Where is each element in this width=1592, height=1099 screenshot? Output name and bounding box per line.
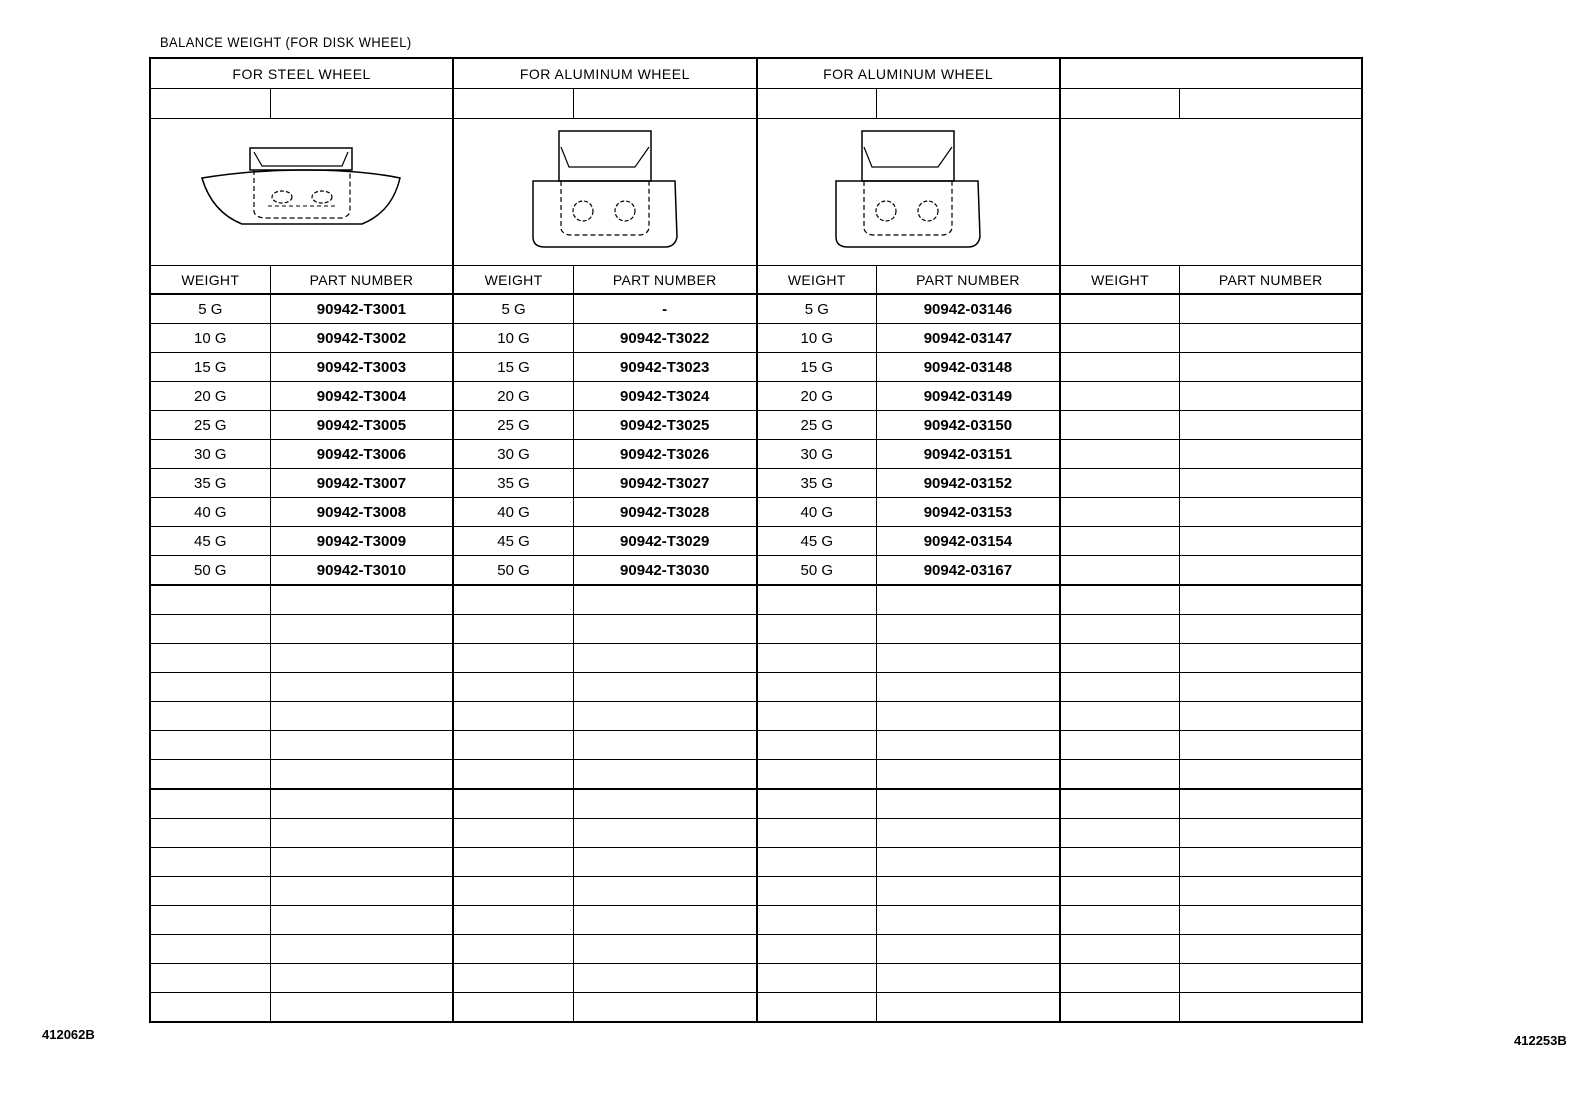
part-number-cell	[1180, 440, 1362, 469]
weight-cell: 10 G	[453, 324, 573, 353]
blank-cell	[453, 644, 573, 673]
blank-cell	[270, 789, 453, 819]
blank-cell	[877, 935, 1060, 964]
blank-cell	[270, 906, 453, 935]
part-number-cell	[1180, 382, 1362, 411]
weight-cell: 40 G	[453, 498, 573, 527]
part-number-cell: 90942-T3029	[573, 527, 756, 556]
blank-cell	[573, 848, 756, 877]
weight-cell: 50 G	[453, 556, 573, 586]
blank-cell	[1060, 993, 1180, 1023]
balance-weight-table	[149, 57, 1363, 1023]
blank-cell	[877, 819, 1060, 848]
blank-cell	[1060, 877, 1180, 906]
empty-row	[150, 673, 1362, 702]
weight-cell: 45 G	[150, 527, 270, 556]
blank-cell	[757, 702, 877, 731]
blank-cell	[573, 585, 756, 615]
weight-cell: 35 G	[757, 469, 877, 498]
page-title: BALANCE WEIGHT (FOR DISK WHEEL)	[160, 34, 412, 50]
illustration-row	[150, 119, 1362, 266]
blank-cell	[1180, 789, 1362, 819]
part-number-cell: 90942-T3007	[270, 469, 453, 498]
part-number-cell: 90942-T3027	[573, 469, 756, 498]
blank-cell	[1180, 760, 1362, 790]
blank-cell	[150, 789, 270, 819]
blank-cell	[877, 673, 1060, 702]
blank-cell	[1060, 702, 1180, 731]
weight-cell: 15 G	[757, 353, 877, 382]
part-number-cell: 90942-T3009	[270, 527, 453, 556]
part-number-cell: 90942-T3010	[270, 556, 453, 586]
part-number-cell: 90942-T3003	[270, 353, 453, 382]
part-number-cell	[1180, 294, 1362, 324]
blank-cell	[150, 848, 270, 877]
blank-cell	[1180, 89, 1362, 119]
part-number-cell	[1180, 498, 1362, 527]
weight-cell: 20 G	[757, 382, 877, 411]
part-number-cell	[1180, 527, 1362, 556]
blank-cell	[453, 89, 573, 119]
col-header-weight: WEIGHT	[1060, 266, 1180, 295]
blank-cell	[150, 760, 270, 790]
group-label-aluminum-2: FOR ALUMINUM WHEEL	[757, 58, 1060, 89]
part-number-cell	[1180, 411, 1362, 440]
part-number-cell	[1180, 556, 1362, 586]
blank-cell	[453, 877, 573, 906]
part-number-cell: 90942-T3028	[573, 498, 756, 527]
blank-cell	[573, 906, 756, 935]
sub-header-row	[150, 89, 1362, 119]
part-number-cell	[1180, 353, 1362, 382]
empty-row	[150, 585, 1362, 615]
weight-cell: 40 G	[757, 498, 877, 527]
part-number-cell: 90942-T3023	[573, 353, 756, 382]
blank-cell	[877, 993, 1060, 1023]
blank-cell	[573, 702, 756, 731]
weight-cell: 5 G	[150, 294, 270, 324]
weight-cell: 45 G	[453, 527, 573, 556]
blank-cell	[453, 585, 573, 615]
weight-cell: 10 G	[150, 324, 270, 353]
blank-cell	[573, 819, 756, 848]
blank-cell	[877, 585, 1060, 615]
table-row	[150, 411, 1362, 440]
blank-cell	[877, 877, 1060, 906]
col-header-weight: WEIGHT	[150, 266, 270, 295]
blank-cell	[757, 760, 877, 790]
blank-cell	[270, 848, 453, 877]
part-number-cell: 90942-03148	[877, 353, 1060, 382]
part-number-cell: 90942-03151	[877, 440, 1060, 469]
column-header-row	[150, 266, 1362, 295]
blank-cell	[573, 993, 756, 1023]
blank-cell	[757, 964, 877, 993]
blank-cell	[1060, 935, 1180, 964]
aluminum-weight-illustration-1	[453, 119, 756, 266]
blank-cell	[453, 615, 573, 644]
part-number-cell: 90942-03150	[877, 411, 1060, 440]
blank-cell	[1180, 702, 1362, 731]
blank-cell	[1180, 935, 1362, 964]
part-number-cell: 90942-T3030	[573, 556, 756, 586]
weight-cell: 50 G	[150, 556, 270, 586]
weight-cell: 35 G	[150, 469, 270, 498]
empty-row	[150, 848, 1362, 877]
blank-cell	[757, 89, 877, 119]
blank-cell	[573, 673, 756, 702]
empty-row	[150, 819, 1362, 848]
blank-cell	[270, 615, 453, 644]
blank-cell	[757, 615, 877, 644]
group-label-steel: FOR STEEL WHEEL	[150, 58, 453, 89]
weight-cell: 20 G	[453, 382, 573, 411]
blank-cell	[757, 935, 877, 964]
blank-cell	[757, 993, 877, 1023]
blank-cell	[757, 644, 877, 673]
blank-cell	[573, 89, 756, 119]
empty-row	[150, 760, 1362, 790]
blank-cell	[270, 993, 453, 1023]
empty-row	[150, 906, 1362, 935]
blank-cell	[150, 731, 270, 760]
blank-cell	[270, 673, 453, 702]
blank-cell	[877, 615, 1060, 644]
weight-cell	[1060, 498, 1180, 527]
blank-cell	[1060, 789, 1180, 819]
empty-row	[150, 615, 1362, 644]
weight-cell: 5 G	[453, 294, 573, 324]
blank-cell	[573, 789, 756, 819]
blank-cell	[1180, 906, 1362, 935]
aluminum-wheel-weight-icon	[525, 129, 685, 255]
part-number-cell: 90942-T3025	[573, 411, 756, 440]
blank-cell	[573, 964, 756, 993]
blank-cell	[877, 760, 1060, 790]
part-number-cell: 90942-03149	[877, 382, 1060, 411]
blank-cell	[150, 935, 270, 964]
blank-cell	[150, 585, 270, 615]
weight-cell	[1060, 294, 1180, 324]
empty-row	[150, 644, 1362, 673]
blank-cell	[1180, 615, 1362, 644]
table-row	[150, 469, 1362, 498]
blank-cell	[877, 89, 1060, 119]
weight-cell: 35 G	[453, 469, 573, 498]
group-header-row	[150, 58, 1362, 89]
blank-cell	[1180, 673, 1362, 702]
blank-cell	[150, 819, 270, 848]
empty-row	[150, 964, 1362, 993]
blank-cell	[150, 993, 270, 1023]
blank-cell	[1060, 615, 1180, 644]
steel-wheel-weight-icon	[192, 142, 412, 242]
blank-cell	[877, 789, 1060, 819]
weight-cell	[1060, 556, 1180, 586]
blank-cell	[1180, 731, 1362, 760]
weight-cell: 20 G	[150, 382, 270, 411]
blank-cell	[150, 644, 270, 673]
blank-cell	[757, 848, 877, 877]
blank-cell	[757, 877, 877, 906]
figure-code-right: 412253B	[1514, 1033, 1567, 1048]
group-label-blank	[1060, 58, 1362, 89]
table-row	[150, 382, 1362, 411]
part-number-cell: 90942-03146	[877, 294, 1060, 324]
weight-cell: 25 G	[453, 411, 573, 440]
weight-cell: 30 G	[453, 440, 573, 469]
blank-cell	[757, 731, 877, 760]
col-header-part-number: PART NUMBER	[573, 266, 756, 295]
part-number-cell: 90942-T3008	[270, 498, 453, 527]
col-header-weight: WEIGHT	[757, 266, 877, 295]
blank-cell	[1060, 89, 1180, 119]
weight-cell: 15 G	[453, 353, 573, 382]
weight-cell	[1060, 382, 1180, 411]
weight-cell	[1060, 353, 1180, 382]
part-number-cell: 90942-03154	[877, 527, 1060, 556]
part-number-cell: -	[573, 294, 756, 324]
steel-weight-illustration	[150, 119, 453, 266]
col-header-part-number: PART NUMBER	[877, 266, 1060, 295]
table-row	[150, 324, 1362, 353]
blank-cell	[150, 615, 270, 644]
blank-cell	[573, 760, 756, 790]
weight-cell: 45 G	[757, 527, 877, 556]
empty-row	[150, 935, 1362, 964]
blank-cell	[757, 585, 877, 615]
blank-cell	[1180, 964, 1362, 993]
part-number-cell: 90942-T3004	[270, 382, 453, 411]
col-header-weight: WEIGHT	[453, 266, 573, 295]
empty-row	[150, 731, 1362, 760]
blank-cell	[1180, 585, 1362, 615]
table-row	[150, 440, 1362, 469]
blank-cell	[1060, 964, 1180, 993]
weight-cell: 50 G	[757, 556, 877, 586]
part-number-cell: 90942-T3026	[573, 440, 756, 469]
blank-cell	[1060, 760, 1180, 790]
blank-cell	[757, 906, 877, 935]
part-number-cell: 90942-T3005	[270, 411, 453, 440]
blank-cell	[453, 935, 573, 964]
blank-cell	[270, 644, 453, 673]
part-number-cell: 90942-03153	[877, 498, 1060, 527]
blank-cell	[270, 760, 453, 790]
table-row	[150, 353, 1362, 382]
empty-row	[150, 993, 1362, 1023]
blank-cell	[1060, 848, 1180, 877]
blank-cell	[150, 89, 270, 119]
blank-cell	[877, 702, 1060, 731]
blank-cell	[1180, 848, 1362, 877]
table-row	[150, 294, 1362, 324]
table-row	[150, 527, 1362, 556]
table-row	[150, 556, 1362, 586]
blank-cell	[150, 877, 270, 906]
weight-cell: 40 G	[150, 498, 270, 527]
blank-cell	[1060, 585, 1180, 615]
group-label-aluminum-1: FOR ALUMINUM WHEEL	[453, 58, 756, 89]
blank-cell	[1060, 819, 1180, 848]
blank-cell	[453, 993, 573, 1023]
blank-cell	[877, 731, 1060, 760]
blank-cell	[877, 644, 1060, 673]
blank-cell	[453, 848, 573, 877]
blank-cell	[150, 702, 270, 731]
blank-cell	[270, 935, 453, 964]
blank-cell	[1180, 819, 1362, 848]
weight-cell	[1060, 527, 1180, 556]
figure-code-left: 412062B	[42, 1027, 95, 1042]
blank-cell	[453, 964, 573, 993]
blank-cell	[1060, 673, 1180, 702]
blank-cell	[573, 877, 756, 906]
part-number-cell: 90942-03167	[877, 556, 1060, 586]
weight-cell	[1060, 440, 1180, 469]
col-header-part-number: PART NUMBER	[270, 266, 453, 295]
part-number-cell: 90942-03147	[877, 324, 1060, 353]
part-number-cell: 90942-03152	[877, 469, 1060, 498]
blank-cell	[453, 702, 573, 731]
blank-cell	[150, 673, 270, 702]
empty-row	[150, 789, 1362, 819]
blank-cell	[573, 731, 756, 760]
weight-cell	[1060, 411, 1180, 440]
aluminum-wheel-weight-icon	[828, 129, 988, 255]
blank-cell	[573, 644, 756, 673]
part-number-cell: 90942-T3001	[270, 294, 453, 324]
part-number-cell: 90942-T3024	[573, 382, 756, 411]
blank-cell	[877, 906, 1060, 935]
blank-cell	[453, 906, 573, 935]
blank-cell	[270, 89, 453, 119]
blank-cell	[1060, 731, 1180, 760]
weight-cell: 15 G	[150, 353, 270, 382]
blank-cell	[573, 615, 756, 644]
part-number-cell	[1180, 324, 1362, 353]
blank-cell	[453, 819, 573, 848]
blank-cell	[453, 789, 573, 819]
blank-cell	[150, 964, 270, 993]
weight-cell: 5 G	[757, 294, 877, 324]
aluminum-weight-illustration-2	[757, 119, 1060, 266]
blank-cell	[1060, 906, 1180, 935]
blank-cell	[453, 760, 573, 790]
table-row	[150, 498, 1362, 527]
weight-cell	[1060, 324, 1180, 353]
weight-cell: 25 G	[757, 411, 877, 440]
blank-cell	[453, 731, 573, 760]
blank-cell	[1180, 877, 1362, 906]
blank-cell	[270, 819, 453, 848]
blank-cell	[757, 673, 877, 702]
col-header-part-number: PART NUMBER	[1180, 266, 1362, 295]
part-number-cell: 90942-T3002	[270, 324, 453, 353]
blank-cell	[877, 848, 1060, 877]
part-number-cell	[1180, 469, 1362, 498]
blank-cell	[150, 906, 270, 935]
table-body	[150, 294, 1362, 1022]
blank-cell	[1060, 644, 1180, 673]
blank-cell	[1180, 993, 1362, 1023]
weight-cell: 30 G	[757, 440, 877, 469]
weight-cell	[1060, 469, 1180, 498]
empty-row	[150, 702, 1362, 731]
part-number-cell: 90942-T3022	[573, 324, 756, 353]
weight-cell: 30 G	[150, 440, 270, 469]
empty-row	[150, 877, 1362, 906]
blank-cell	[270, 877, 453, 906]
blank-cell	[453, 673, 573, 702]
blank-cell	[270, 585, 453, 615]
blank-cell	[757, 819, 877, 848]
blank-cell	[270, 731, 453, 760]
blank-illustration	[1060, 119, 1362, 266]
blank-cell	[573, 935, 756, 964]
blank-cell	[270, 702, 453, 731]
blank-cell	[270, 964, 453, 993]
blank-cell	[1180, 644, 1362, 673]
blank-cell	[757, 789, 877, 819]
weight-cell: 10 G	[757, 324, 877, 353]
part-number-cell: 90942-T3006	[270, 440, 453, 469]
blank-cell	[877, 964, 1060, 993]
weight-cell: 25 G	[150, 411, 270, 440]
